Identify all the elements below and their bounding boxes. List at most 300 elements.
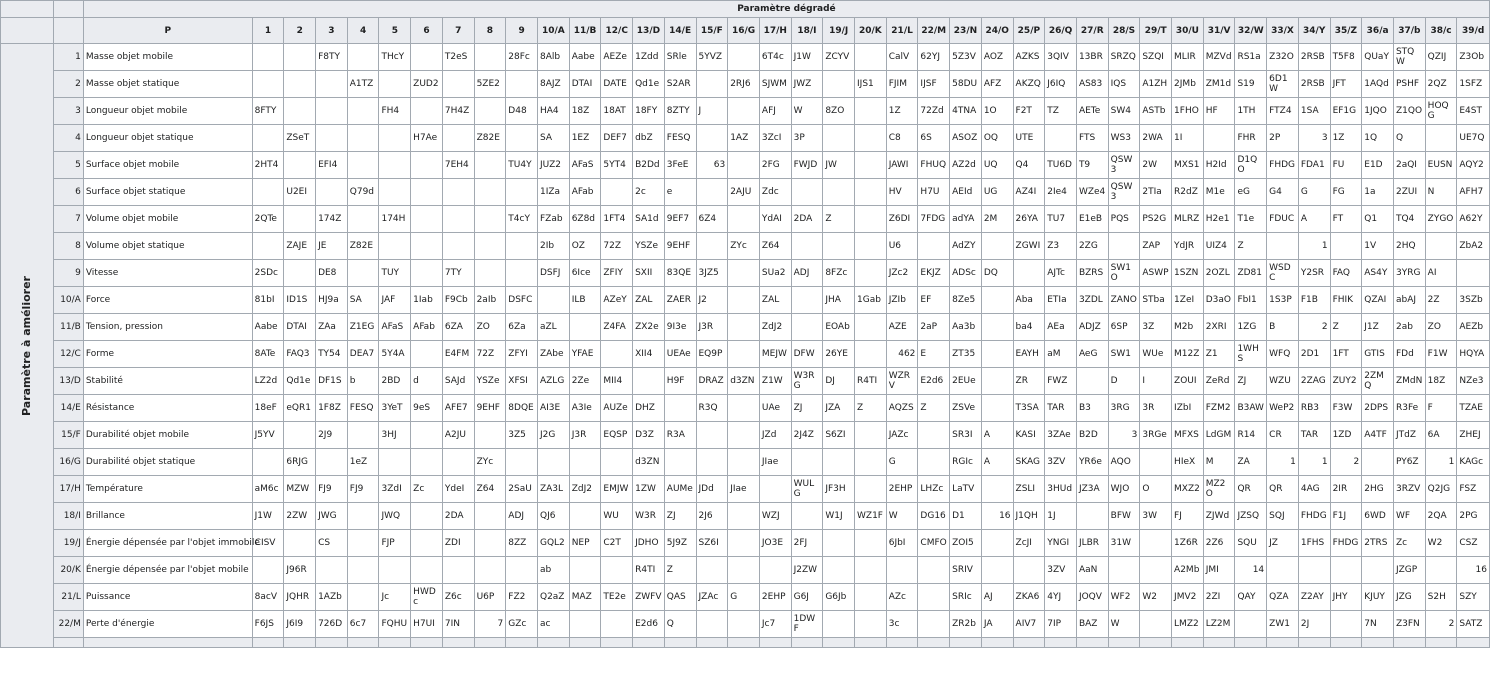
degraded-parameter-header: Paramètre dégradé xyxy=(83,1,1489,18)
matrix-cell: ZJ xyxy=(791,395,823,422)
matrix-cell: A2Mb xyxy=(1172,557,1204,584)
matrix-cell: 2SaU xyxy=(506,476,538,503)
bottom-filler-cell xyxy=(981,638,1013,648)
bottom-filler-cell xyxy=(633,638,665,648)
matrix-cell xyxy=(474,422,506,449)
matrix-cell: 6ZA xyxy=(442,314,474,341)
matrix-cell: AZLG xyxy=(537,368,569,395)
matrix-cell: 1I xyxy=(1172,125,1204,152)
matrix-cell: aZL xyxy=(537,314,569,341)
matrix-cell: 1Iab xyxy=(411,287,443,314)
matrix-cell: 3RGe xyxy=(1140,422,1172,449)
row-parameter-name: Tension, pression xyxy=(83,314,252,341)
matrix-cell xyxy=(474,98,506,125)
matrix-cell: 6SP xyxy=(1108,314,1140,341)
matrix-cell: aM6c xyxy=(252,476,284,503)
matrix-cell: CISV xyxy=(252,530,284,557)
matrix-cell xyxy=(981,341,1013,368)
matrix-cell: ZJWd xyxy=(1203,503,1235,530)
matrix-row xyxy=(1,584,1490,611)
matrix-cell xyxy=(728,557,760,584)
matrix-cell: 3RZV xyxy=(1393,476,1425,503)
row-parameter-name: Longueur objet statique xyxy=(83,125,252,152)
matrix-cell: SRIc xyxy=(950,584,982,611)
row-parameter-name: Puissance xyxy=(83,584,252,611)
matrix-cell: EQ9P xyxy=(696,341,728,368)
matrix-cell: H7UI xyxy=(411,611,443,638)
matrix-cell: J1W xyxy=(252,503,284,530)
matrix-cell xyxy=(728,530,760,557)
matrix-cell: AQO xyxy=(1108,449,1140,476)
matrix-cell: 3ZAe xyxy=(1045,422,1077,449)
matrix-row xyxy=(1,260,1490,287)
matrix-cell xyxy=(1045,125,1077,152)
matrix-cell xyxy=(601,179,633,206)
column-header: 35/Z xyxy=(1330,18,1362,44)
matrix-cell: ZKA6 xyxy=(1013,584,1045,611)
matrix-cell: W xyxy=(1108,611,1140,638)
matrix-cell: Qd1e xyxy=(284,368,316,395)
matrix-cell: Y2SR xyxy=(1298,260,1330,287)
matrix-cell: 2 xyxy=(1425,611,1457,638)
matrix-cell: MLIR xyxy=(1172,44,1204,71)
matrix-cell: 9EHF xyxy=(664,233,696,260)
matrix-cell: ZFYI xyxy=(506,341,538,368)
matrix-cell: 1AZ xyxy=(728,125,760,152)
matrix-cell: Z xyxy=(1330,314,1362,341)
matrix-cell xyxy=(981,233,1013,260)
column-header: 39/d xyxy=(1457,18,1490,44)
matrix-cell xyxy=(855,449,887,476)
matrix-cell: ZAL xyxy=(633,287,665,314)
row-parameter-name: Énergie dépensée par l'objet mobile xyxy=(83,557,252,584)
matrix-cell xyxy=(981,395,1013,422)
matrix-cell: 2ZI xyxy=(1203,584,1235,611)
bottom-filler-cell xyxy=(696,638,728,648)
row-index: 6 xyxy=(54,179,84,206)
matrix-cell: Z82E xyxy=(347,233,379,260)
matrix-cell: J xyxy=(696,98,728,125)
row-parameter-name: Masse objet mobile xyxy=(83,44,252,71)
matrix-cell: 8FTY xyxy=(252,98,284,125)
matrix-cell xyxy=(981,476,1013,503)
matrix-cell: LZ2M xyxy=(1203,611,1235,638)
matrix-cell: 2DA xyxy=(791,206,823,233)
matrix-cell xyxy=(537,449,569,476)
matrix-cell: FWJD xyxy=(791,152,823,179)
matrix-cell xyxy=(411,449,443,476)
matrix-cell: IJSF xyxy=(918,71,950,98)
matrix-cell: GQL2 xyxy=(537,530,569,557)
matrix-cell xyxy=(759,557,791,584)
column-header: 24/O xyxy=(981,18,1013,44)
matrix-cell: Z64 xyxy=(759,233,791,260)
matrix-cell: 2TRS xyxy=(1362,530,1394,557)
matrix-cell xyxy=(347,44,379,71)
matrix-cell: CS xyxy=(316,530,348,557)
matrix-cell: CR xyxy=(1267,422,1299,449)
matrix-cell: 7IN xyxy=(442,611,474,638)
matrix-cell: JLBR xyxy=(1076,530,1108,557)
matrix-cell xyxy=(633,368,665,395)
matrix-cell: DTAI xyxy=(569,71,601,98)
matrix-cell: MLRZ xyxy=(1172,206,1204,233)
matrix-cell: QZIJ xyxy=(1425,44,1457,71)
matrix-cell xyxy=(601,449,633,476)
matrix-cell xyxy=(855,341,887,368)
matrix-cell: STQW xyxy=(1393,44,1425,71)
matrix-cell xyxy=(696,449,728,476)
matrix-cell xyxy=(601,557,633,584)
matrix-cell: JHA xyxy=(823,287,855,314)
matrix-cell: dbZ xyxy=(633,125,665,152)
matrix-cell xyxy=(316,125,348,152)
matrix-cell: 2RSB xyxy=(1298,71,1330,98)
matrix-cell: YR6e xyxy=(1076,449,1108,476)
matrix-cell xyxy=(569,557,601,584)
matrix-cell xyxy=(347,152,379,179)
matrix-cell: QSW3 xyxy=(1108,152,1140,179)
matrix-cell: I xyxy=(1140,368,1172,395)
matrix-cell xyxy=(284,260,316,287)
matrix-cell: 3W xyxy=(1140,503,1172,530)
matrix-cell xyxy=(347,557,379,584)
matrix-cell: MZ2O xyxy=(1203,476,1235,503)
matrix-cell: THcY xyxy=(379,44,411,71)
matrix-cell: KJUY xyxy=(1362,584,1394,611)
matrix-cell xyxy=(442,71,474,98)
matrix-cell: G6Jb xyxy=(823,584,855,611)
matrix-cell: 3HUd xyxy=(1045,476,1077,503)
matrix-cell: 8ZTY xyxy=(664,98,696,125)
matrix-cell: ZFIY xyxy=(601,260,633,287)
matrix-cell: 2ZMQ xyxy=(1362,368,1394,395)
matrix-cell: AEId xyxy=(950,179,982,206)
column-header: 12/C xyxy=(601,18,633,44)
matrix-cell: 2M xyxy=(981,206,1013,233)
matrix-cell: YFAE xyxy=(569,341,601,368)
matrix-cell: G6J xyxy=(791,584,823,611)
matrix-cell: 6D1W xyxy=(1267,71,1299,98)
matrix-cell xyxy=(728,287,760,314)
matrix-cell: AFZ xyxy=(981,71,1013,98)
matrix-cell: 1 xyxy=(1298,449,1330,476)
matrix-cell: H7Ae xyxy=(411,125,443,152)
matrix-cell: 1Zdd xyxy=(633,44,665,71)
matrix-cell: 3SZb xyxy=(1457,287,1490,314)
matrix-cell: Z xyxy=(918,395,950,422)
matrix-cell xyxy=(823,449,855,476)
matrix-cell: 2EHP xyxy=(759,584,791,611)
matrix-cell xyxy=(442,206,474,233)
matrix-cell: TU7 xyxy=(1045,206,1077,233)
matrix-row xyxy=(1,125,1490,152)
matrix-cell: LMZ2 xyxy=(1172,611,1204,638)
matrix-cell: 2ZAG xyxy=(1298,368,1330,395)
matrix-cell: 7IP xyxy=(1045,611,1077,638)
bottom-filler-cell xyxy=(823,638,855,648)
matrix-cell: 6RJG xyxy=(284,449,316,476)
matrix-cell: YdeI xyxy=(442,476,474,503)
matrix-cell: FQHU xyxy=(379,611,411,638)
matrix-cell: MFXS xyxy=(1172,422,1204,449)
matrix-cell xyxy=(918,557,950,584)
matrix-cell: 3 xyxy=(1108,422,1140,449)
matrix-cell: TZ xyxy=(1045,98,1077,125)
matrix-cell: 2 xyxy=(1298,314,1330,341)
matrix-cell: 5YT4 xyxy=(601,152,633,179)
matrix-cell xyxy=(474,206,506,233)
matrix-cell: 58DU xyxy=(950,71,982,98)
matrix-cell: FJIM xyxy=(886,71,918,98)
matrix-cell: SA xyxy=(347,287,379,314)
matrix-cell: 1J xyxy=(1045,503,1077,530)
matrix-cell: HA4 xyxy=(537,98,569,125)
matrix-cell: 2AJU xyxy=(728,179,760,206)
matrix-cell: FTS xyxy=(1076,125,1108,152)
matrix-cell: AFab xyxy=(569,179,601,206)
matrix-cell xyxy=(696,179,728,206)
matrix-cell: FAQ xyxy=(1330,260,1362,287)
matrix-cell xyxy=(1140,611,1172,638)
matrix-cell: b xyxy=(347,368,379,395)
matrix-cell: 6T4c xyxy=(759,44,791,71)
matrix-cell: 2DA xyxy=(442,503,474,530)
matrix-cell: ZAL xyxy=(759,287,791,314)
matrix-cell xyxy=(252,449,284,476)
matrix-cell xyxy=(696,125,728,152)
matrix-cell: AZKS xyxy=(1013,44,1045,71)
matrix-cell: 726D xyxy=(316,611,348,638)
matrix-cell: A xyxy=(1298,206,1330,233)
matrix-cell: 6c7 xyxy=(347,611,379,638)
matrix-cell: JDd xyxy=(696,476,728,503)
matrix-cell xyxy=(981,314,1013,341)
matrix-cell: U2EI xyxy=(284,179,316,206)
row-index: 8 xyxy=(54,233,84,260)
matrix-cell xyxy=(728,503,760,530)
matrix-cell: 2J9 xyxy=(316,422,348,449)
matrix-cell: S19 xyxy=(1235,71,1267,98)
matrix-cell xyxy=(855,584,887,611)
matrix-cell: MZVd xyxy=(1203,44,1235,71)
matrix-cell xyxy=(506,557,538,584)
bottom-filler-cell xyxy=(1235,638,1267,648)
matrix-cell xyxy=(981,557,1013,584)
row-index: 1 xyxy=(54,44,84,71)
matrix-cell: IZbI xyxy=(1172,395,1204,422)
matrix-cell: 4TNA xyxy=(950,98,982,125)
matrix-cell: GZc xyxy=(506,611,538,638)
matrix-cell: QUaY xyxy=(1362,44,1394,71)
matrix-cell: AETe xyxy=(1076,98,1108,125)
matrix-cell: 2TIa xyxy=(1140,179,1172,206)
matrix-cell: 1SA xyxy=(1298,98,1330,125)
matrix-cell: FZab xyxy=(537,206,569,233)
matrix-cell: 2Z6 xyxy=(1203,530,1235,557)
matrix-cell: W2 xyxy=(1425,530,1457,557)
matrix-cell: JOQV xyxy=(1076,584,1108,611)
matrix-cell: PSHF xyxy=(1393,71,1425,98)
matrix-cell: 2DPS xyxy=(1362,395,1394,422)
matrix-cell: DATE xyxy=(601,71,633,98)
matrix-cell: YSZe xyxy=(633,233,665,260)
matrix-cell: 1ZG xyxy=(1235,314,1267,341)
matrix-cell: 26YA xyxy=(1013,206,1045,233)
matrix-cell: DQ xyxy=(981,260,1013,287)
matrix-cell: SRle xyxy=(664,44,696,71)
matrix-cell: adYA xyxy=(950,206,982,233)
matrix-cell: 7FDG xyxy=(918,206,950,233)
matrix-row xyxy=(1,503,1490,530)
matrix-cell: 2aQI xyxy=(1393,152,1425,179)
row-parameter-name: Force xyxy=(83,287,252,314)
matrix-body xyxy=(1,44,1490,648)
matrix-cell xyxy=(252,125,284,152)
matrix-cell: SATZ xyxy=(1457,611,1490,638)
matrix-cell: WU xyxy=(601,503,633,530)
matrix-cell: Qd1e xyxy=(633,71,665,98)
matrix-cell: J3R xyxy=(696,314,728,341)
matrix-cell: JF3H xyxy=(823,476,855,503)
matrix-cell xyxy=(855,476,887,503)
bottom-filler-cell xyxy=(379,638,411,648)
matrix-cell: UIZ4 xyxy=(1203,233,1235,260)
matrix-cell xyxy=(664,395,696,422)
matrix-cell: O xyxy=(1140,476,1172,503)
matrix-cell: Q2JG xyxy=(1425,476,1457,503)
matrix-cell xyxy=(411,503,443,530)
matrix-cell: 1FHS xyxy=(1298,530,1330,557)
matrix-cell: ZAER xyxy=(664,287,696,314)
matrix-cell xyxy=(1108,233,1140,260)
matrix-row xyxy=(1,341,1490,368)
matrix-cell: SUa2 xyxy=(759,260,791,287)
matrix-cell: ZO xyxy=(474,314,506,341)
matrix-cell: 2J xyxy=(1298,611,1330,638)
row-index: 20/K xyxy=(54,557,84,584)
matrix-cell: ZcJI xyxy=(1013,530,1045,557)
column-header: 33/X xyxy=(1267,18,1299,44)
matrix-cell: 13BR xyxy=(1076,44,1108,71)
matrix-cell: ab xyxy=(537,557,569,584)
matrix-cell: JIae xyxy=(728,476,760,503)
matrix-cell: ZYc xyxy=(728,233,760,260)
matrix-cell: ZAP xyxy=(1140,233,1172,260)
matrix-cell: MII4 xyxy=(601,368,633,395)
matrix-cell: UQ xyxy=(981,152,1013,179)
matrix-cell xyxy=(728,422,760,449)
matrix-cell xyxy=(284,530,316,557)
matrix-cell: ZCYV xyxy=(823,44,855,71)
matrix-cell: Aabe xyxy=(252,314,284,341)
bottom-filler-cell xyxy=(316,638,348,648)
matrix-cell: 2RSB xyxy=(1298,44,1330,71)
matrix-cell: HV xyxy=(886,179,918,206)
matrix-cell: FH4 xyxy=(379,98,411,125)
matrix-cell: ZD81 xyxy=(1235,260,1267,287)
matrix-cell: FJ9 xyxy=(347,476,379,503)
matrix-cell: D xyxy=(1108,368,1140,395)
matrix-cell: F1W xyxy=(1425,341,1457,368)
header-row-top xyxy=(1,1,1490,18)
matrix-row xyxy=(1,611,1490,638)
matrix-cell: XFSI xyxy=(506,368,538,395)
matrix-cell: R2dZ xyxy=(1172,179,1204,206)
matrix-cell: 1FHO xyxy=(1172,98,1204,125)
matrix-cell: SA xyxy=(537,125,569,152)
matrix-cell: Z xyxy=(1235,233,1267,260)
matrix-cell: JWG xyxy=(316,503,348,530)
matrix-cell: FESQ xyxy=(347,395,379,422)
matrix-cell: 1S3P xyxy=(1267,287,1299,314)
matrix-cell: 3HJ xyxy=(379,422,411,449)
matrix-cell: 6Z4 xyxy=(696,206,728,233)
matrix-cell: J2G xyxy=(537,422,569,449)
matrix-cell: F1B xyxy=(1298,287,1330,314)
matrix-cell: AaN xyxy=(1076,557,1108,584)
matrix-cell: 18eF xyxy=(252,395,284,422)
matrix-cell: T3SA xyxy=(1013,395,1045,422)
matrix-cell: 2JMb xyxy=(1172,71,1204,98)
row-parameter-name: Longueur objet mobile xyxy=(83,98,252,125)
matrix-cell: AI3E xyxy=(537,395,569,422)
matrix-cell: 2ZUI xyxy=(1393,179,1425,206)
matrix-cell xyxy=(474,233,506,260)
matrix-cell xyxy=(855,206,887,233)
matrix-cell: 5Z3V xyxy=(950,44,982,71)
matrix-cell xyxy=(474,152,506,179)
matrix-cell xyxy=(1140,530,1172,557)
matrix-cell xyxy=(474,557,506,584)
matrix-cell: 5YVZ xyxy=(696,44,728,71)
matrix-cell xyxy=(728,449,760,476)
matrix-cell xyxy=(855,611,887,638)
matrix-cell xyxy=(506,179,538,206)
row-index: 17/H xyxy=(54,476,84,503)
matrix-cell: Q xyxy=(1393,125,1425,152)
matrix-row xyxy=(1,287,1490,314)
matrix-cell: J3R xyxy=(569,422,601,449)
matrix-cell: ASWP xyxy=(1140,260,1172,287)
matrix-cell xyxy=(1203,125,1235,152)
matrix-cell: MZW xyxy=(284,476,316,503)
matrix-cell: 8acV xyxy=(252,584,284,611)
row-parameter-name: Volume objet statique xyxy=(83,233,252,260)
matrix-cell: 2EUe xyxy=(950,368,982,395)
matrix-cell: 2P xyxy=(1267,125,1299,152)
matrix-cell: TZAE xyxy=(1457,395,1490,422)
matrix-cell xyxy=(411,260,443,287)
matrix-row xyxy=(1,476,1490,503)
matrix-cell xyxy=(316,179,348,206)
column-header: 27/R xyxy=(1076,18,1108,44)
matrix-cell: AZ2d xyxy=(950,152,982,179)
matrix-cell: F9Cb xyxy=(442,287,474,314)
matrix-cell: SAJd xyxy=(442,368,474,395)
matrix-cell: Z1 xyxy=(1203,341,1235,368)
matrix-cell xyxy=(284,152,316,179)
matrix-cell: SZQI xyxy=(1140,44,1172,71)
bottom-filler-cell xyxy=(1172,638,1204,648)
matrix-cell: DFW xyxy=(791,341,823,368)
matrix-cell xyxy=(1267,557,1299,584)
column-header: 8 xyxy=(474,18,506,44)
matrix-row xyxy=(1,233,1490,260)
matrix-cell: ASTb xyxy=(1140,98,1172,125)
matrix-cell: E2d6 xyxy=(918,368,950,395)
matrix-cell xyxy=(918,422,950,449)
